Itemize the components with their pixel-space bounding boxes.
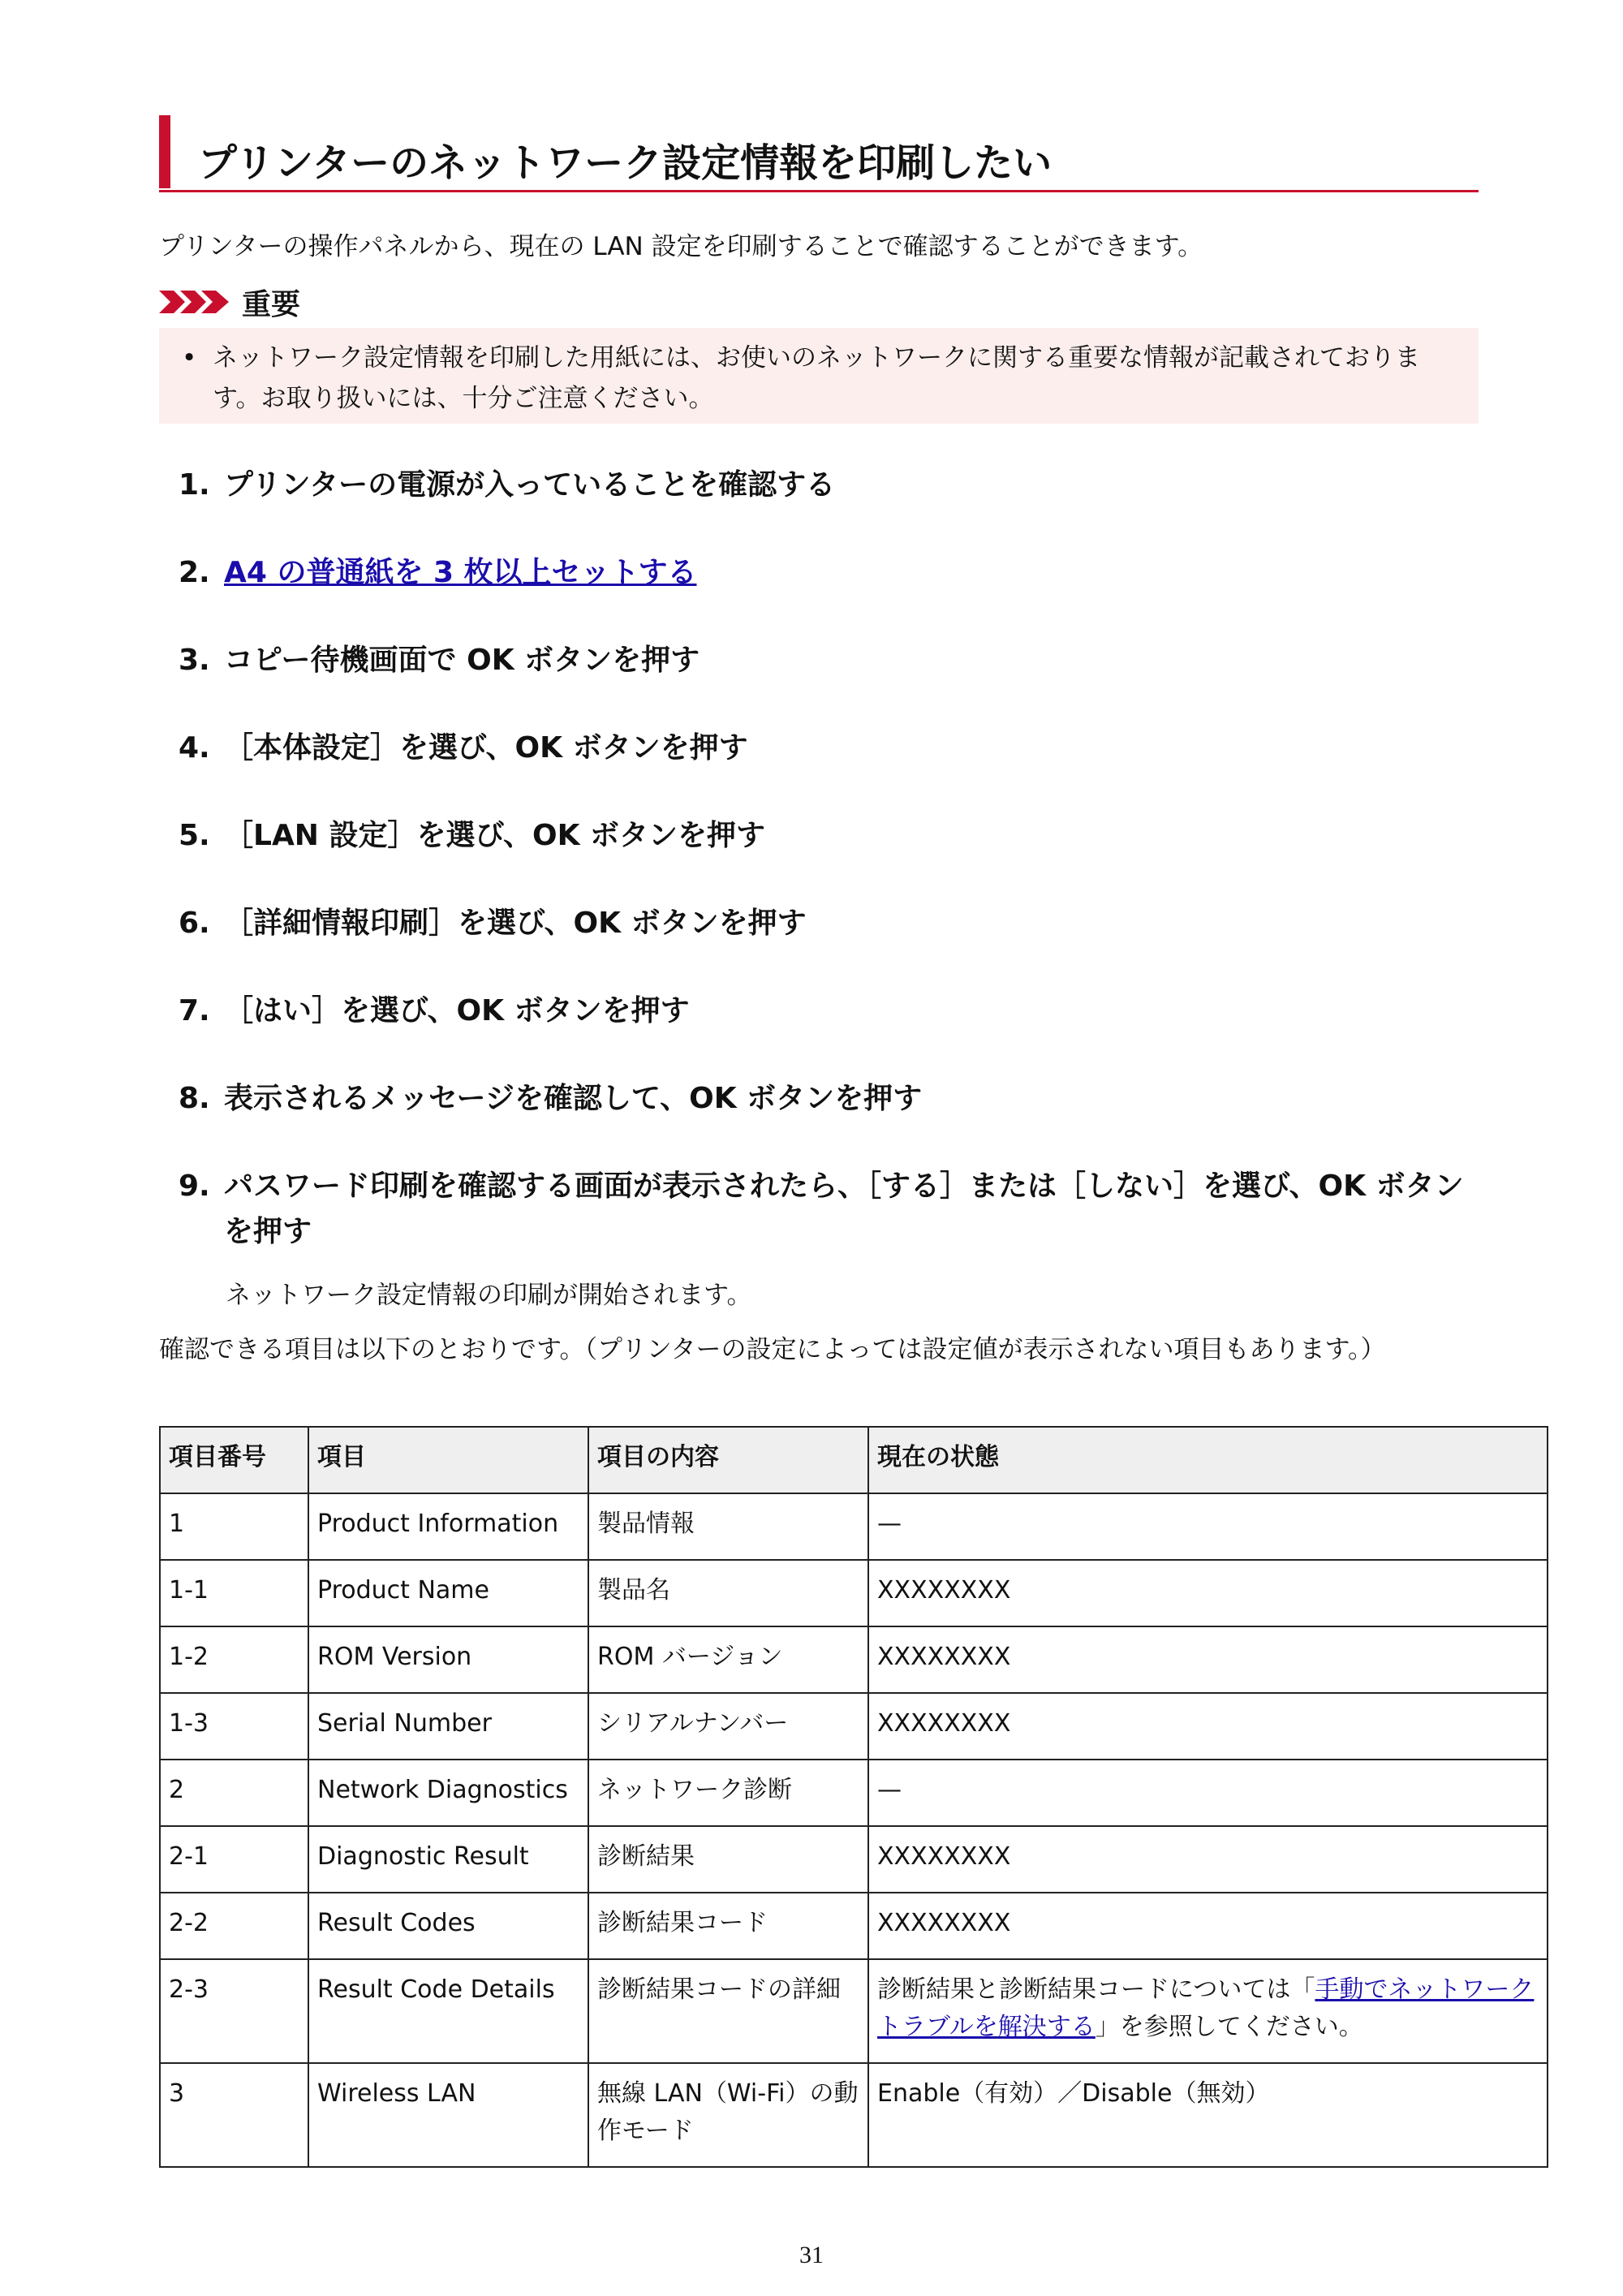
settings-table xyxy=(159,1426,1548,2168)
table-row xyxy=(160,1893,1548,1959)
detail-suffix: 」を参照してください。 xyxy=(1095,2013,1363,2041)
cell-item: Diagnostic Result xyxy=(308,1826,588,1893)
table-row xyxy=(160,1560,1548,1626)
important-arrows-icon xyxy=(159,287,232,317)
table-intro: 確認できる項目は以下のとおりです。（プリンターの設定によっては設定値が表示されない項目もあります。） xyxy=(159,1335,1386,1364)
cell-item: ROM Version xyxy=(308,1626,588,1693)
cell-number: 2-3 xyxy=(160,1959,308,2063)
table-row xyxy=(160,1959,1548,2063)
cell-number: 3 xyxy=(160,2063,308,2167)
cell-number: 1 xyxy=(160,1493,308,1560)
cell-content: 診断結果コード xyxy=(588,1893,868,1959)
step-number: 4. xyxy=(179,731,210,765)
bullet-icon: • xyxy=(182,343,197,373)
intro-text: プリンターの操作パネルから、現在の LAN 設定を印刷することで確認することができます。 xyxy=(159,232,1203,261)
header-current-state: 現在の状態 xyxy=(868,1427,1548,1493)
cell-number: 1-3 xyxy=(160,1693,308,1760)
cell-content: ROM バージョン xyxy=(588,1626,868,1693)
step-text: プリンターの電源が入っていることを確認する xyxy=(224,468,836,502)
table-row xyxy=(160,1626,1548,1693)
step-text: ［本体設定］を選び、OK ボタンを押す xyxy=(224,731,748,765)
cell-item: Network Diagnostics xyxy=(308,1760,588,1826)
step-2 xyxy=(179,550,1485,596)
step-number: 2. xyxy=(179,556,210,589)
cell-item: Serial Number xyxy=(308,1693,588,1760)
table-row xyxy=(160,2063,1548,2167)
page-title-block xyxy=(159,115,1479,192)
detail-prefix: 診断結果と診断結果コードについては「 xyxy=(877,1975,1315,2004)
step-text: 表示されるメッセージを確認して、OK ボタンを押す xyxy=(224,1082,923,1115)
cell-number: 2 xyxy=(160,1760,308,1826)
title-accent-bar xyxy=(159,115,170,188)
step-text: ［詳細情報印刷］を選び、OK ボタンを押す xyxy=(224,907,807,940)
cell-state: XXXXXXXX xyxy=(868,1826,1548,1893)
cell-state xyxy=(868,1959,1548,2063)
steps-list xyxy=(179,463,1485,1297)
step-number: 6. xyxy=(179,907,210,940)
step-number: 5. xyxy=(179,819,210,852)
cell-state: — xyxy=(868,1760,1548,1826)
page-title: プリンターのネットワーク設定情報を印刷したい xyxy=(198,140,1053,186)
cell-state: XXXXXXXX xyxy=(868,1560,1548,1626)
cell-number: 1-2 xyxy=(160,1626,308,1693)
cell-item: Product Name xyxy=(308,1560,588,1626)
table-row xyxy=(160,1493,1548,1560)
step-text: コピー待機画面で OK ボタンを押す xyxy=(224,644,700,677)
table-row xyxy=(160,1693,1548,1760)
cell-state: XXXXXXXX xyxy=(868,1626,1548,1693)
cell-content: シリアルナンバー xyxy=(588,1693,868,1760)
step-number: 7. xyxy=(179,994,210,1027)
step-text: ［LAN 設定］を選び、OK ボタンを押す xyxy=(224,819,766,852)
cell-state: XXXXXXXX xyxy=(868,1893,1548,1959)
cell-item: Result Code Details xyxy=(308,1959,588,2063)
important-box xyxy=(159,328,1479,424)
troubleshoot-link[interactable]: 手動でネットワークトラブルを解決する xyxy=(877,1975,1535,2041)
cell-content: ネットワーク診断 xyxy=(588,1760,868,1826)
step-8 xyxy=(179,1076,1485,1122)
cell-content: 無線 LAN（Wi-Fi）の動作モード xyxy=(588,2063,868,2167)
step-1 xyxy=(179,463,1485,508)
step-text: ［はい］を選び、OK ボタンを押す xyxy=(224,994,690,1027)
step-number: 8. xyxy=(179,1082,210,1115)
cell-item: Product Information xyxy=(308,1493,588,1560)
page-number: 31 xyxy=(799,2242,824,2268)
important-heading xyxy=(159,282,300,321)
table-row xyxy=(160,1760,1548,1826)
header-item: 項目 xyxy=(308,1427,588,1493)
table-row xyxy=(160,1826,1548,1893)
header-item-content: 項目の内容 xyxy=(588,1427,868,1493)
step-9 xyxy=(179,1164,1485,1255)
cell-number: 1-1 xyxy=(160,1560,308,1626)
cell-content: 診断結果 xyxy=(588,1826,868,1893)
step-6 xyxy=(179,901,1485,946)
step-note: ネットワーク設定情報の印刷が開始されます。 xyxy=(226,1281,752,1310)
cell-content: 診断結果コードの詳細 xyxy=(588,1959,868,2063)
step-text: パスワード印刷を確認する画面が表示されたら、［する］または［しない］を選び、OK ボタンを押す xyxy=(224,1170,1464,1248)
step-3 xyxy=(179,638,1485,683)
cell-state: Enable（有効）／Disable（無効） xyxy=(868,2063,1548,2167)
cell-state: XXXXXXXX xyxy=(868,1693,1548,1760)
table-header-row xyxy=(160,1427,1548,1493)
important-item xyxy=(175,338,1462,419)
step-7 xyxy=(179,989,1485,1034)
step-2-link[interactable]: A4 の普通紙を 3 枚以上セットする xyxy=(224,556,697,589)
step-number: 9. xyxy=(179,1170,210,1203)
cell-content: 製品名 xyxy=(588,1560,868,1626)
important-text: ネットワーク設定情報を印刷した用紙には、お使いのネットワークに関する重要な情報が記載されております。お取り扱いには、十分ご注意ください。 xyxy=(213,343,1420,413)
cell-number: 2-1 xyxy=(160,1826,308,1893)
step-number: 1. xyxy=(179,468,210,502)
cell-number: 2-2 xyxy=(160,1893,308,1959)
step-number: 3. xyxy=(179,644,210,677)
cell-content: 製品情報 xyxy=(588,1493,868,1560)
important-label: 重要 xyxy=(242,287,301,321)
step-5 xyxy=(179,813,1485,859)
cell-item: Result Codes xyxy=(308,1893,588,1959)
header-item-number: 項目番号 xyxy=(160,1427,308,1493)
cell-state: — xyxy=(868,1493,1548,1560)
cell-item: Wireless LAN xyxy=(308,2063,588,2167)
step-4 xyxy=(179,726,1485,771)
